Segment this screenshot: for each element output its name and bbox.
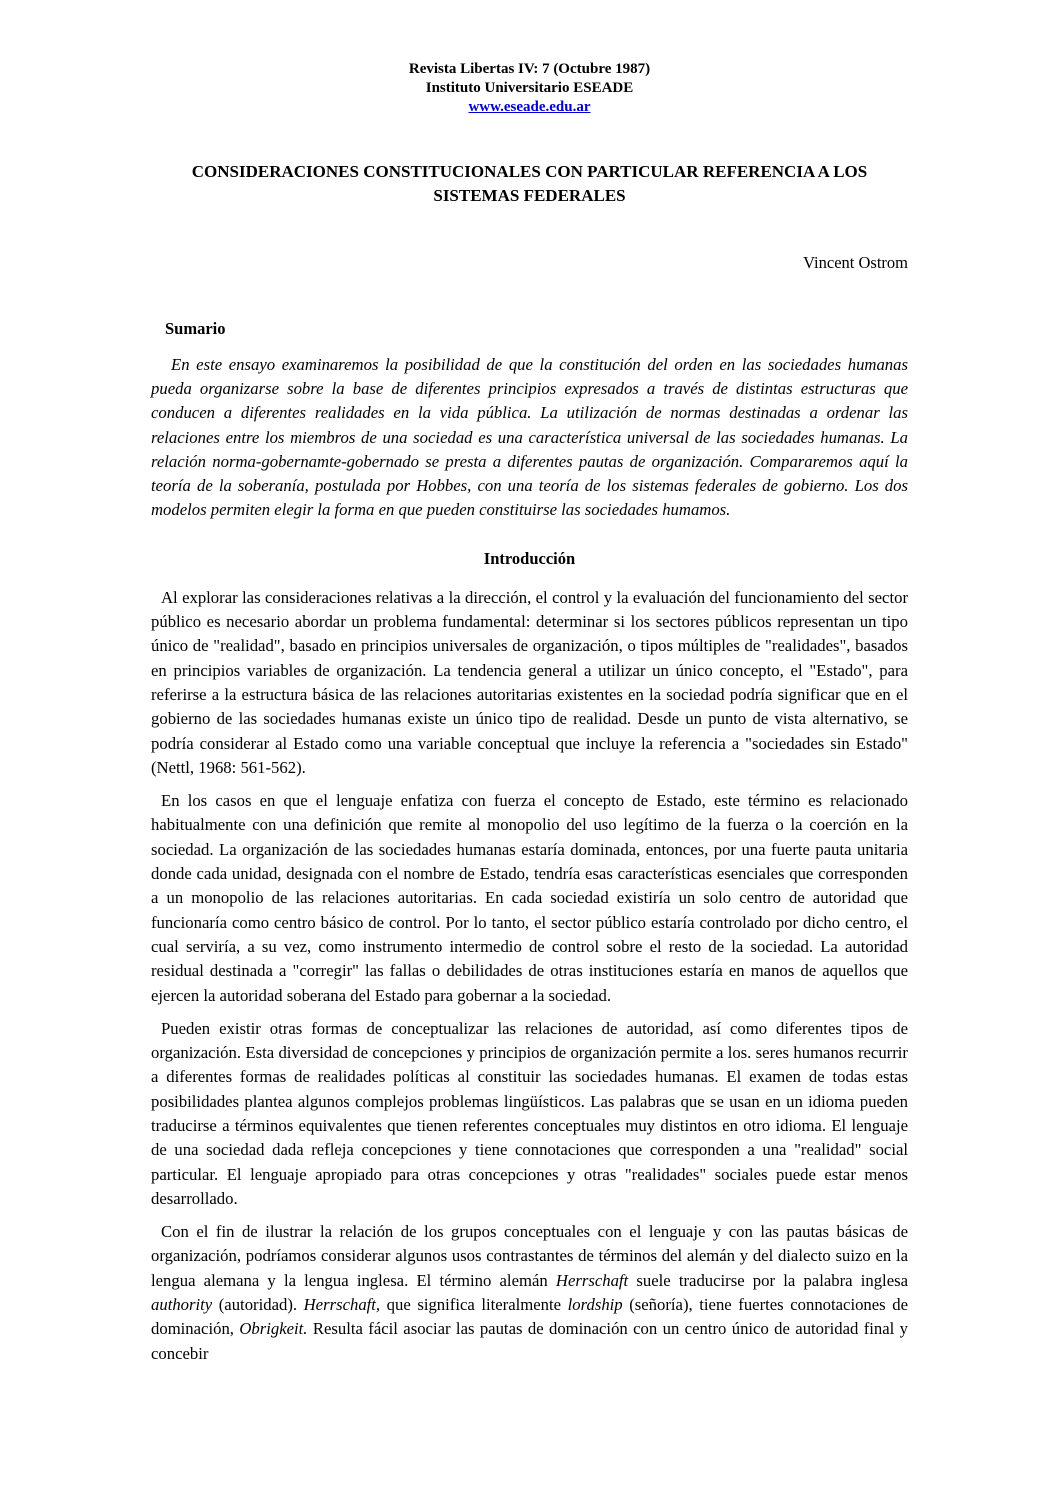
intro-paragraph-4: Con el fin de ilustrar la relación de los grupos conceptuales con el lenguaje y con las pautas básicas de organización, podríamos considerar algunos usos contrastantes de términos del alemán y del dialecto suizo en la lengua alemana y la lengua inglesa. El término alemán Herrschaft suele traducirse por la palabra inglesa authority (autoridad). Herrschaft, que significa literalmente lordship (señoría), tiene fuertes connotaciones de dominación, Obrigkeit. Resulta fácil asociar las pautas de dominación con un centro único de autoridad final y concebir [151, 1222, 908, 1363]
eseade-website-link[interactable]: www.eseade.edu.ar [468, 99, 591, 115]
intro-paragraph-3: Pueden existir otras formas de conceptualizar las relaciones de autoridad, así como diferentes tipos de organización. Esta diversidad de concepciones y principios de organización permite a los. seres humanos recurrir a diferentes formas de realidades políticas al constituir las sociedades humanas. El examen de todas estas posibilidades plantea algunos complejos problemas lingüísticos. Las palabras que se usan en un idioma pueden traducirse a términos equivalentes que tienen referentes conceptuales muy distintos en otro idioma. El lenguaje de una sociedad dada refleja concepciones y tiene connotaciones que corresponden a una "realidad" social particular. El lenguaje apropiado para otras concepciones y otras "realidades" sociales puede estar menos desarrollado. [151, 1018, 908, 1208]
introduction-heading: Introducción [483, 548, 576, 568]
intro-paragraph-2: En los casos en que el lenguaje enfatiza con fuerza el concepto de Estado, este término es relacionado habitualmente con una definición que remite al monopolio del uso legítimo de la fuerza o la coerción en la sociedad. La organización de las sociedades humanas estaría dominada, entonces, por una fuerte pauta unitaria donde cada unidad, designada con el nombre de Estado, tendría esas características esenciales que corresponden a un monopolio de las relaciones autoritarias. En cada sociedad existiría un solo centro de autoridad que funcionaría como centro básico de control. Por lo tanto, el sector público estaría controlado por dicho centro, el cual serviría, a su vez, como instrumento intermedio de control sobre el resto de la sociedad. La autoridad residual destinada a "corregir" las fallas o debilidades de otras instituciones estaría en manos de aquellos que ejercen la autoridad soberana del Estado para gobernar a la sociedad. [151, 791, 908, 1005]
institute-line: Instituto Universitario ESEADE [425, 80, 634, 96]
article-title: CONSIDERACIONES CONSTITUCIONALES CON PARTICULAR REFERENCIA A LOS SISTEMAS FEDERALES [191, 162, 868, 205]
journal-name-line: Revista Libertas IV: 7 (Octubre 1987) [408, 61, 651, 77]
intro-paragraph-1: Al explorar las consideraciones relativas a la dirección, el control y la evaluación del funcionamiento del sector público es necesario abordar un problema fundamental: determinar si los sectores públicos representan un tipo único de "realidad", basado en principios universales de organización, o tipos múltiples de "realidades", basados en principios variables de organización. La tendencia general a utilizar un único concepto, el "Estado", para referirse a la estructura básica de las relaciones autoritarias existentes en la sociedad podría significar que en el gobierno de las sociedades humanas existe un único tipo de realidad. Desde un punto de vista alternativo, se podría considerar al Estado como una variable conceptual que incluye la referencia a "sociedades sin Estado" (Nettl, 1968: 561-562). [151, 587, 908, 777]
summary-paragraph: En este ensayo examinaremos la posibilidad de que la constitución del orden en las sociedades humanas pueda organizarse sobre la base de diferentes principios expresados a través de distintas estructuras que conducen a diferentes realidades en la vida pública. La utilización de normas destinadas a ordenar las relaciones entre los miembros de una sociedad es una característica universal de las sociedades humanas. La relación norma-gobernamte-gobernado se presta a diferentes pautas de organización. Compararemos aquí la teoría de la soberanía, postulada por Hobbes, con una teoría de los sistemas federales de gobierno. Los dos modelos permiten elegir la forma en que pueden constituirse las sociedades humamos. [151, 354, 908, 520]
author-byline: Vincent Ostrom [803, 253, 908, 272]
introduction-body [151, 586, 908, 1366]
journal-header [151, 60, 908, 117]
summary-heading: Sumario [165, 319, 226, 338]
